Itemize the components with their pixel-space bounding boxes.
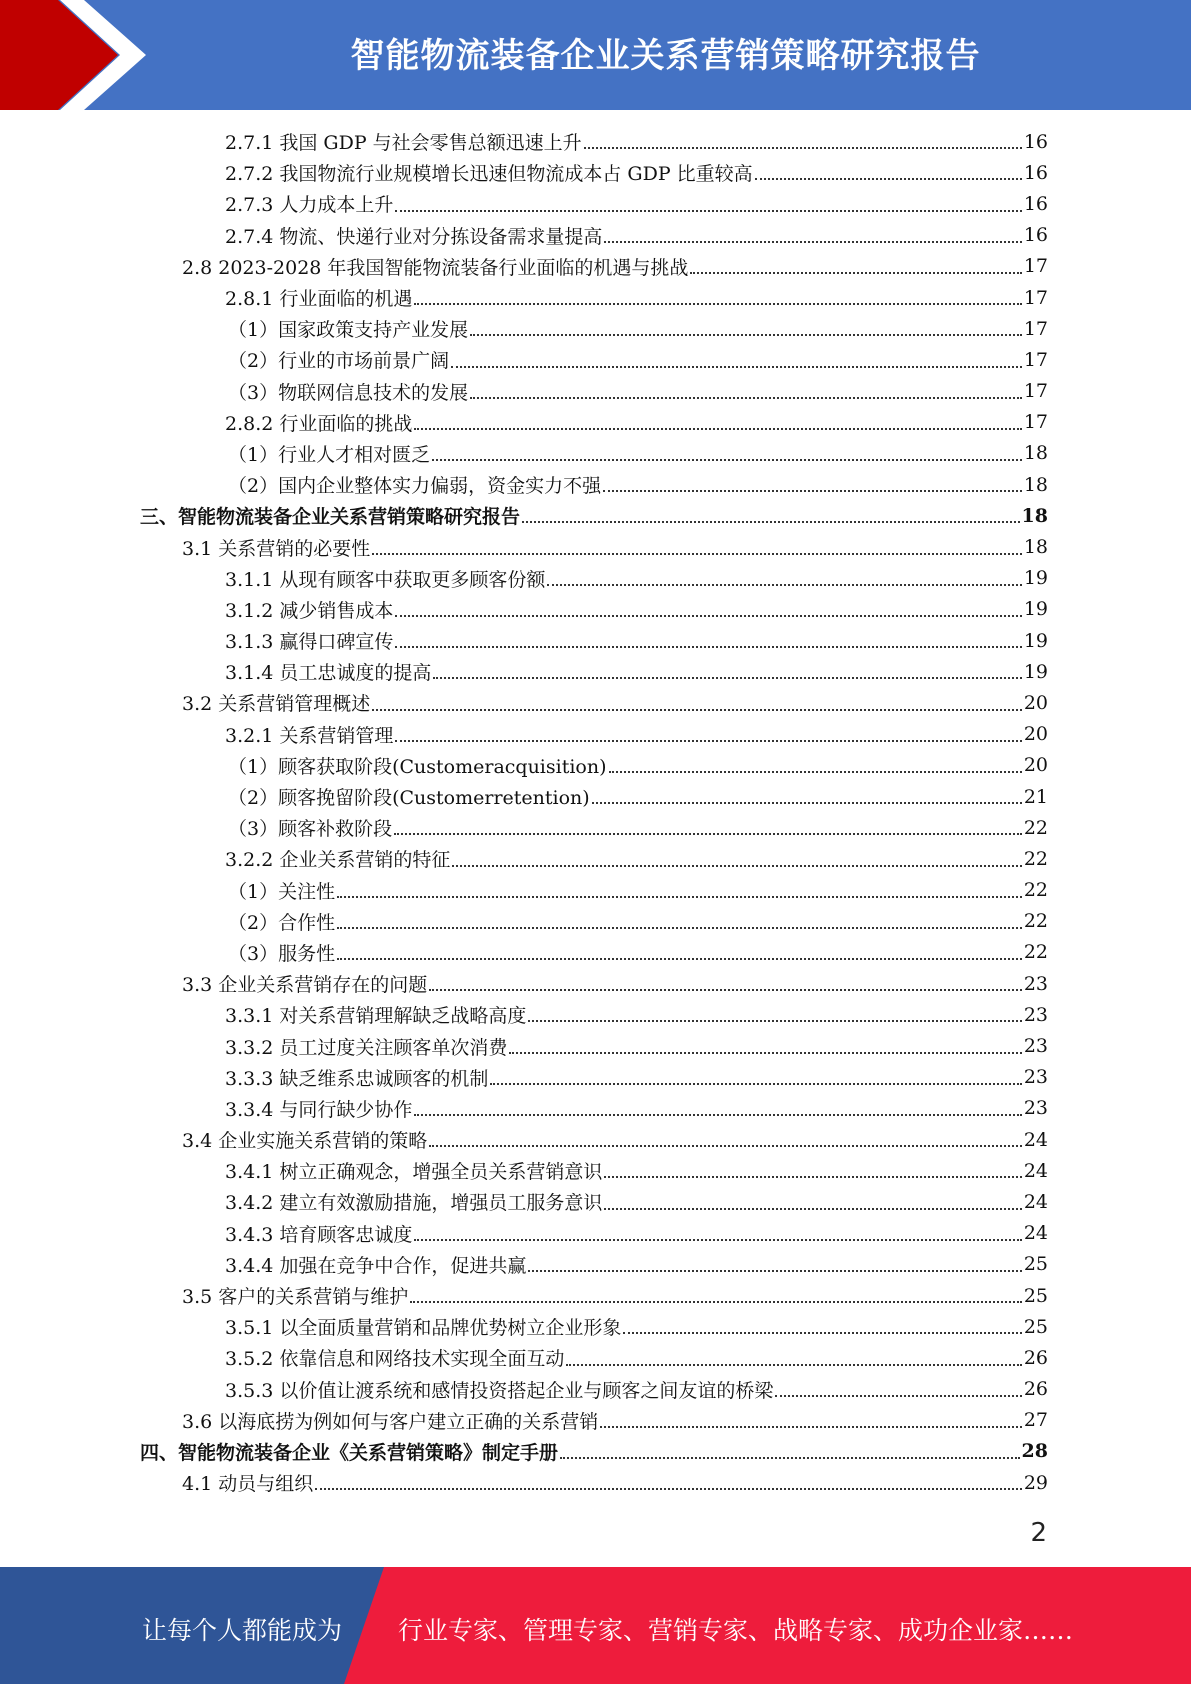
toc-entry-page: 16 <box>1023 130 1048 153</box>
toc-entry-page: 17 <box>1023 411 1048 434</box>
toc-entry[interactable] <box>140 1030 1048 1061</box>
toc-dot-leader <box>609 770 1022 773</box>
toc-entry-page: 20 <box>1023 691 1048 714</box>
footer-slogan-left: 让每个人都能成为 <box>142 1616 343 1645</box>
toc-dot-leader <box>528 1019 1021 1022</box>
toc-entry-title: （2）合作性 <box>228 911 336 934</box>
toc-entry-page: 19 <box>1023 567 1048 590</box>
page-header <box>0 0 1191 110</box>
toc-entry-page: 17 <box>1023 255 1048 278</box>
toc-entry-page: 17 <box>1023 380 1048 403</box>
toc-entry-title: （3）顾客补救阶段 <box>228 818 393 841</box>
toc-dot-leader <box>470 396 1022 399</box>
toc-entry[interactable] <box>140 500 1048 531</box>
toc-entry-page: 22 <box>1023 941 1048 964</box>
toc-dot-leader <box>372 708 1022 711</box>
toc-dot-leader <box>414 427 1021 430</box>
toc-dot-leader <box>432 458 1022 461</box>
toc-entry-page: 17 <box>1023 286 1048 309</box>
toc-entry-page: 21 <box>1023 785 1048 808</box>
toc-entry-title: 3.1.2 减少销售成本 <box>225 599 394 622</box>
toc-entry[interactable] <box>140 188 1048 219</box>
toc-entry-title: 三、智能物流装备企业关系营销策略研究报告 <box>140 506 521 529</box>
toc-entry-title: 2.8.1 行业面临的机遇 <box>225 288 413 311</box>
toc-entry[interactable] <box>140 531 1048 562</box>
toc-entry-title: 3.1.4 员工忠诚度的提高 <box>225 662 432 685</box>
toc-dot-leader <box>414 302 1021 305</box>
toc-entry-title: 3.2.1 关系营销管理 <box>225 724 394 747</box>
toc-entry-page: 22 <box>1023 816 1048 839</box>
toc-dot-leader <box>604 240 1021 243</box>
toc-entry[interactable] <box>140 220 1048 251</box>
toc-entry[interactable] <box>140 469 1048 500</box>
header-arrow-icon <box>0 0 160 110</box>
toc-entry[interactable] <box>140 1062 1048 1093</box>
toc-dot-leader <box>414 1238 1021 1241</box>
toc-dot-leader <box>414 1113 1021 1116</box>
toc-entry[interactable] <box>140 1374 1048 1405</box>
toc-entry[interactable] <box>140 719 1048 750</box>
toc-entry[interactable] <box>140 126 1048 157</box>
toc-dot-leader <box>566 1363 1021 1366</box>
toc-entry-title: 2.8 2023-2028 年我国智能物流装备行业面临的机遇与挑战 <box>182 256 689 279</box>
toc-dot-leader <box>603 489 1022 492</box>
toc-entry-page: 16 <box>1023 161 1048 184</box>
toc-dot-leader <box>315 1487 1022 1490</box>
toc-dot-leader <box>584 146 1022 149</box>
toc-dot-leader <box>395 645 1021 648</box>
toc-entry[interactable] <box>140 407 1048 438</box>
toc-entry[interactable] <box>140 1311 1048 1342</box>
toc-dot-leader <box>490 1082 1021 1085</box>
toc-dot-leader <box>509 1051 1021 1054</box>
toc-dot-leader <box>547 583 1021 586</box>
toc-dot-leader <box>604 1175 1021 1178</box>
toc-dot-leader <box>560 1456 1020 1459</box>
toc-entry-title: 3.5 客户的关系营销与维护 <box>182 1286 409 1309</box>
toc-entry[interactable] <box>140 781 1048 812</box>
toc-dot-leader <box>755 177 1022 180</box>
toc-entry[interactable] <box>140 563 1048 594</box>
toc-entry-page: 22 <box>1023 847 1048 870</box>
toc-entry-title: 3.1.3 赢得口碑宣传 <box>225 631 394 654</box>
toc-entry-title: 3.1 关系营销的必要性 <box>182 537 371 560</box>
toc-entry-title: 3.6 以海底捞为例如何与客户建立正确的关系营销 <box>182 1410 599 1433</box>
toc-entry-title: 3.5.1 以全面质量营销和品牌优势树立企业形象 <box>225 1317 622 1340</box>
toc-entry-title: 3.3.3 缺乏维系忠诚顾客的机制 <box>225 1067 489 1090</box>
toc-entry-title: （3）物联网信息技术的发展 <box>228 381 469 404</box>
toc-entry[interactable] <box>140 282 1048 313</box>
toc-entry-title: （3）服务性 <box>228 942 336 965</box>
toc-entry[interactable] <box>140 1093 1048 1124</box>
toc-entry-page: 17 <box>1023 317 1048 340</box>
toc-entry-title: （2）国内企业整体实力偏弱，资金实力不强 <box>228 475 602 498</box>
toc-dot-leader <box>394 832 1022 835</box>
toc-entry-title: 2.8.2 行业面临的挑战 <box>225 412 413 435</box>
toc-dot-leader <box>429 1144 1022 1147</box>
toc-dot-leader <box>600 1425 1022 1428</box>
toc-entry-page: 23 <box>1023 1097 1048 1120</box>
toc-dot-leader <box>592 801 1022 804</box>
toc-dot-leader <box>372 552 1022 555</box>
toc-entry-title: 3.2 关系营销管理概述 <box>182 693 371 716</box>
toc-entry-title: 3.3.2 员工过度关注顾客单次消费 <box>225 1036 508 1059</box>
toc-entry-title: 3.3.1 对关系营销理解缺乏战略高度 <box>225 1005 527 1028</box>
toc-dot-leader <box>451 365 1022 368</box>
toc-dot-leader <box>775 1394 1021 1397</box>
toc-entry-title: 3.4 企业实施关系营销的策略 <box>182 1130 428 1153</box>
toc-entry[interactable] <box>140 906 1048 937</box>
toc-entry-page: 20 <box>1023 754 1048 777</box>
toc-entry[interactable] <box>140 594 1048 625</box>
toc-entry-page: 27 <box>1023 1409 1048 1432</box>
toc-entry-page: 23 <box>1023 1035 1048 1058</box>
toc-entry-page: 25 <box>1023 1315 1048 1338</box>
toc-entry-title: 3.4.4 加强在竞争中合作，促进共赢 <box>225 1254 527 1277</box>
toc-dot-leader <box>433 676 1021 679</box>
toc-entry[interactable] <box>140 344 1048 375</box>
toc-entry-title: 3.3 企业关系营销存在的问题 <box>182 974 428 997</box>
toc-entry[interactable] <box>140 843 1048 874</box>
toc-entry-title: 2.7.1 我国 GDP 与社会零售总额迅速上升 <box>225 132 582 155</box>
toc-dot-leader <box>452 864 1021 867</box>
toc-entry-page: 18 <box>1023 442 1048 465</box>
toc-entry-page: 18 <box>1023 473 1048 496</box>
toc-entry-title: （2）顾客挽留阶段(Customerretention) <box>228 787 590 810</box>
toc-dot-leader <box>337 895 1022 898</box>
toc-entry-page: 26 <box>1023 1346 1048 1369</box>
toc-entry-title: 3.5.3 以价值让渡系统和感情投资搭起企业与顾客之间友谊的桥梁 <box>225 1379 774 1402</box>
toc-dot-leader <box>604 1207 1021 1210</box>
toc-entry-title: 四、智能物流装备企业《关系营销策略》制定手册 <box>140 1441 559 1464</box>
toc-entry-title: 2.7.4 物流、快递行业对分拣设备需求量提高 <box>225 225 603 248</box>
toc-entry[interactable] <box>140 875 1048 906</box>
toc-entry-page: 22 <box>1023 910 1048 933</box>
toc-entry[interactable] <box>140 1405 1048 1436</box>
toc-entry[interactable] <box>140 1124 1048 1155</box>
toc-entry-title: 3.2.2 企业关系营销的特征 <box>225 849 451 872</box>
toc-entry[interactable] <box>140 750 1048 781</box>
toc-entry-page: 16 <box>1023 192 1048 215</box>
toc-entry-page: 25 <box>1023 1284 1048 1307</box>
toc-entry-title: 2.7.3 人力成本上升 <box>225 194 394 217</box>
toc-dot-leader <box>337 957 1022 960</box>
toc-entry[interactable] <box>140 313 1048 344</box>
toc-entry-page: 19 <box>1023 660 1048 683</box>
toc-entry-page: 26 <box>1023 1378 1048 1401</box>
toc-entry[interactable] <box>140 1249 1048 1280</box>
toc-entry[interactable] <box>140 687 1048 718</box>
toc-entry[interactable] <box>140 157 1048 188</box>
toc-entry[interactable] <box>140 1218 1048 1249</box>
toc-entry[interactable] <box>140 251 1048 282</box>
toc-entry-page: 17 <box>1023 348 1048 371</box>
toc-entry-title: （2）行业的市场前景广阔 <box>228 350 450 373</box>
toc-entry-title: 3.4.1 树立正确观念，增强全员关系营销意识 <box>225 1161 603 1184</box>
toc-entry[interactable] <box>140 999 1048 1030</box>
toc-entry[interactable] <box>140 625 1048 656</box>
toc-entry-title: 4.1 动员与组织 <box>182 1473 314 1496</box>
toc-entry-page: 24 <box>1023 1190 1048 1213</box>
toc-entry-page: 23 <box>1023 1003 1048 1026</box>
toc-dot-leader <box>337 926 1022 929</box>
toc-entry-page: 24 <box>1023 1159 1048 1182</box>
toc-dot-leader <box>522 520 1020 523</box>
toc-dot-leader <box>429 988 1022 991</box>
toc-entry[interactable] <box>140 1436 1048 1467</box>
toc-entry-page: 16 <box>1023 224 1048 247</box>
toc-entry[interactable] <box>140 438 1048 469</box>
toc-entry[interactable] <box>140 656 1048 687</box>
toc-entry-page: 23 <box>1023 1066 1048 1089</box>
toc-dot-leader <box>690 271 1021 274</box>
toc-entry-title: （1）国家政策支持产业发展 <box>228 319 469 342</box>
toc-dot-leader <box>528 1269 1021 1272</box>
toc-dot-leader <box>410 1300 1022 1303</box>
toc-entry-page: 18 <box>1021 504 1048 527</box>
toc-entry-page: 20 <box>1023 723 1048 746</box>
toc-entry-page: 29 <box>1023 1471 1048 1494</box>
toc-entry-title: （1）关注性 <box>228 880 336 903</box>
toc-dot-leader <box>395 739 1021 742</box>
toc-entry-page: 24 <box>1023 1222 1048 1245</box>
toc-entry-title: 3.4.3 培育顾客忠诚度 <box>225 1223 413 1246</box>
toc-entry[interactable] <box>140 812 1048 843</box>
toc-entry-page: 19 <box>1023 598 1048 621</box>
toc-entry-title: （1）行业人才相对匮乏 <box>228 443 431 466</box>
toc-dot-leader <box>395 614 1021 617</box>
toc-entry-page: 23 <box>1023 972 1048 995</box>
toc-entry-title: 3.3.4 与同行缺少协作 <box>225 1098 413 1121</box>
toc-entry[interactable] <box>140 1280 1048 1311</box>
page-number: 2 <box>1030 1518 1047 1548</box>
toc-entry-page: 22 <box>1023 879 1048 902</box>
toc-entry-page: 18 <box>1023 536 1048 559</box>
footer-slogan-right: 行业专家、管理专家、营销专家、战略专家、成功企业家…… <box>398 1616 1074 1645</box>
table-of-contents <box>140 126 1048 1498</box>
toc-entry-title: 3.5.2 依靠信息和网络技术实现全面互动 <box>225 1348 565 1371</box>
page-footer <box>0 1567 1191 1684</box>
toc-entry-page: 19 <box>1023 629 1048 652</box>
toc-entry-page: 25 <box>1023 1253 1048 1276</box>
toc-entry-title: 3.4.2 建立有效激励措施，增强员工服务意识 <box>225 1192 603 1215</box>
toc-entry-title: 3.1.1 从现有顾客中获取更多顾客份额 <box>225 568 546 591</box>
toc-dot-leader <box>623 1331 1021 1334</box>
toc-entry-page: 24 <box>1023 1128 1048 1151</box>
toc-entry-title: 2.7.2 我国物流行业规模增长迅速但物流成本占 GDP 比重较高 <box>225 163 753 186</box>
toc-dot-leader <box>470 333 1022 336</box>
toc-entry[interactable] <box>140 968 1048 999</box>
toc-entry-title: （1）顾客获取阶段(Customeracquisition) <box>228 755 607 778</box>
toc-entry[interactable] <box>140 1342 1048 1373</box>
toc-entry-page: 28 <box>1021 1440 1048 1463</box>
toc-entry[interactable] <box>140 1467 1048 1498</box>
toc-dot-leader <box>395 209 1021 212</box>
toc-entry[interactable] <box>140 937 1048 968</box>
toc-entry[interactable] <box>140 1186 1048 1217</box>
toc-entry[interactable] <box>140 376 1048 407</box>
header-title: 智能物流装备企业关系营销策略研究报告 <box>350 36 981 76</box>
toc-entry[interactable] <box>140 1155 1048 1186</box>
